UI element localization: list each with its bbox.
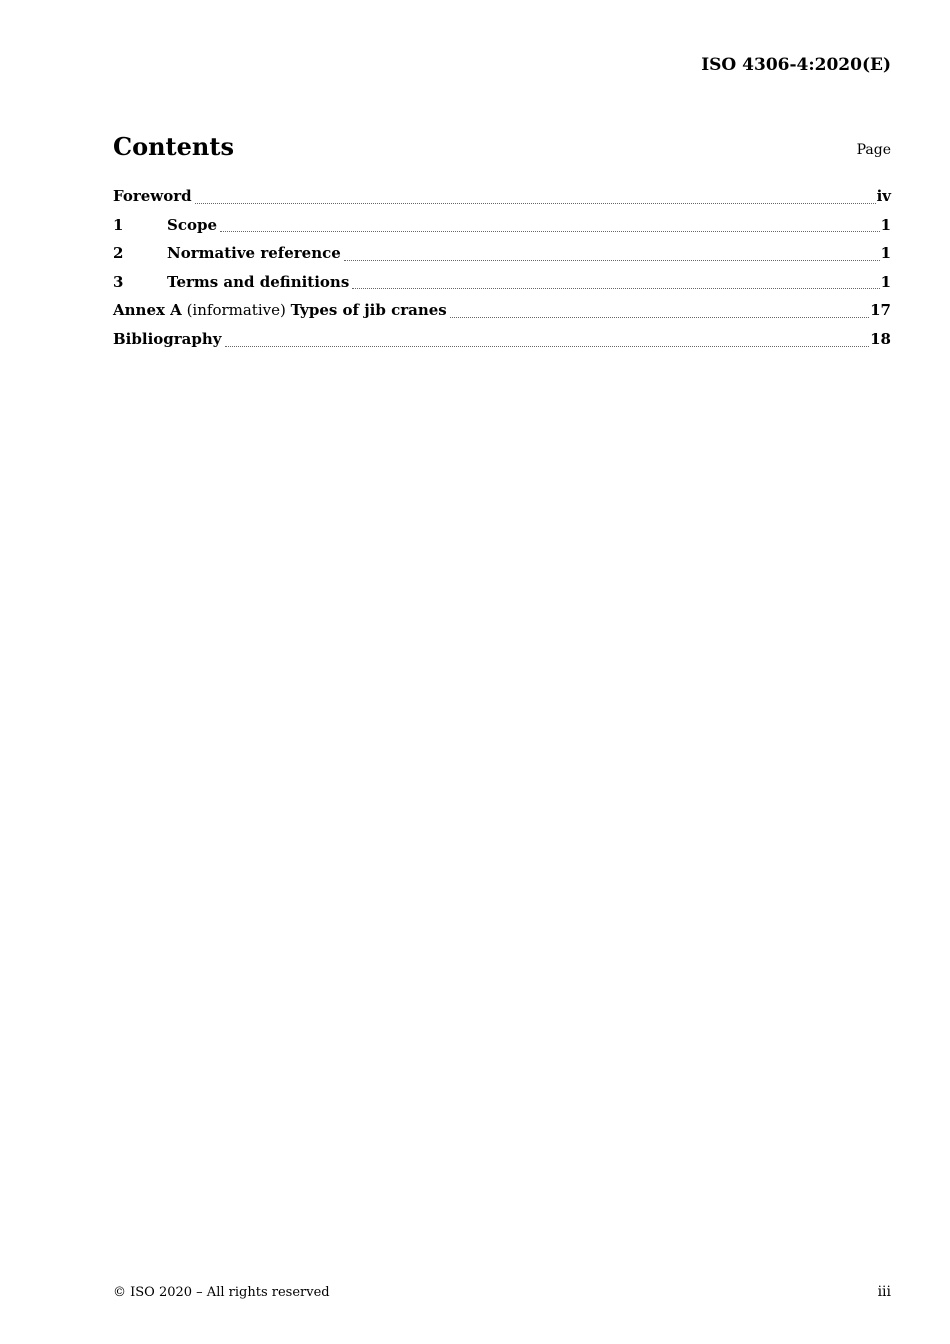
page-number: iii xyxy=(877,1284,891,1300)
toc-dot-leader xyxy=(352,288,879,289)
contents-title: Contents xyxy=(113,132,234,161)
toc-entry-page: 1 xyxy=(880,244,891,263)
toc-entry-number: 3 xyxy=(113,272,124,291)
toc-dot-leader xyxy=(220,231,880,232)
toc-dot-leader xyxy=(195,203,876,204)
page-column-label: Page xyxy=(856,142,891,158)
document-id: ISO 4306-4:2020(E) xyxy=(701,55,891,75)
copyright-notice: © ISO 2020 – All rights reserved xyxy=(113,1285,330,1300)
toc-entry-title: Bibliography xyxy=(113,329,222,348)
annex-prefix: Annex A xyxy=(113,301,182,320)
table-of-contents xyxy=(113,183,891,355)
toc-entry-normative-reference[interactable] xyxy=(113,240,891,269)
contents-header xyxy=(113,130,891,166)
toc-entry-page: 1 xyxy=(880,215,891,234)
toc-entry-title: Types of jib cranes xyxy=(290,301,447,320)
toc-entry-bibliography[interactable] xyxy=(113,326,891,355)
toc-entry-number: 2 xyxy=(113,244,124,263)
toc-entry-terms-and-definitions[interactable] xyxy=(113,269,891,298)
toc-dot-leader xyxy=(344,260,880,261)
toc-dot-leader xyxy=(450,317,869,318)
toc-entry-page: 17 xyxy=(870,301,891,320)
toc-entry-title: Foreword xyxy=(113,187,192,205)
toc-entry-page: iv xyxy=(876,187,891,205)
annex-qualifier: (informative) xyxy=(186,301,286,320)
toc-entry-page: 1 xyxy=(880,272,891,291)
toc-entry-title: Terms and definitions xyxy=(167,272,350,291)
toc-entry-number: 1 xyxy=(113,215,124,234)
toc-entry-title: Normative reference xyxy=(167,244,341,263)
toc-dot-leader xyxy=(225,346,870,347)
toc-entry-foreword[interactable] xyxy=(113,183,891,212)
toc-entry-title: Scope xyxy=(167,215,218,234)
toc-entry-annex-a[interactable] xyxy=(113,297,891,326)
toc-entry-scope[interactable] xyxy=(113,212,891,241)
toc-entry-page: 18 xyxy=(870,329,891,348)
toc-entry-annex-title xyxy=(113,297,447,323)
